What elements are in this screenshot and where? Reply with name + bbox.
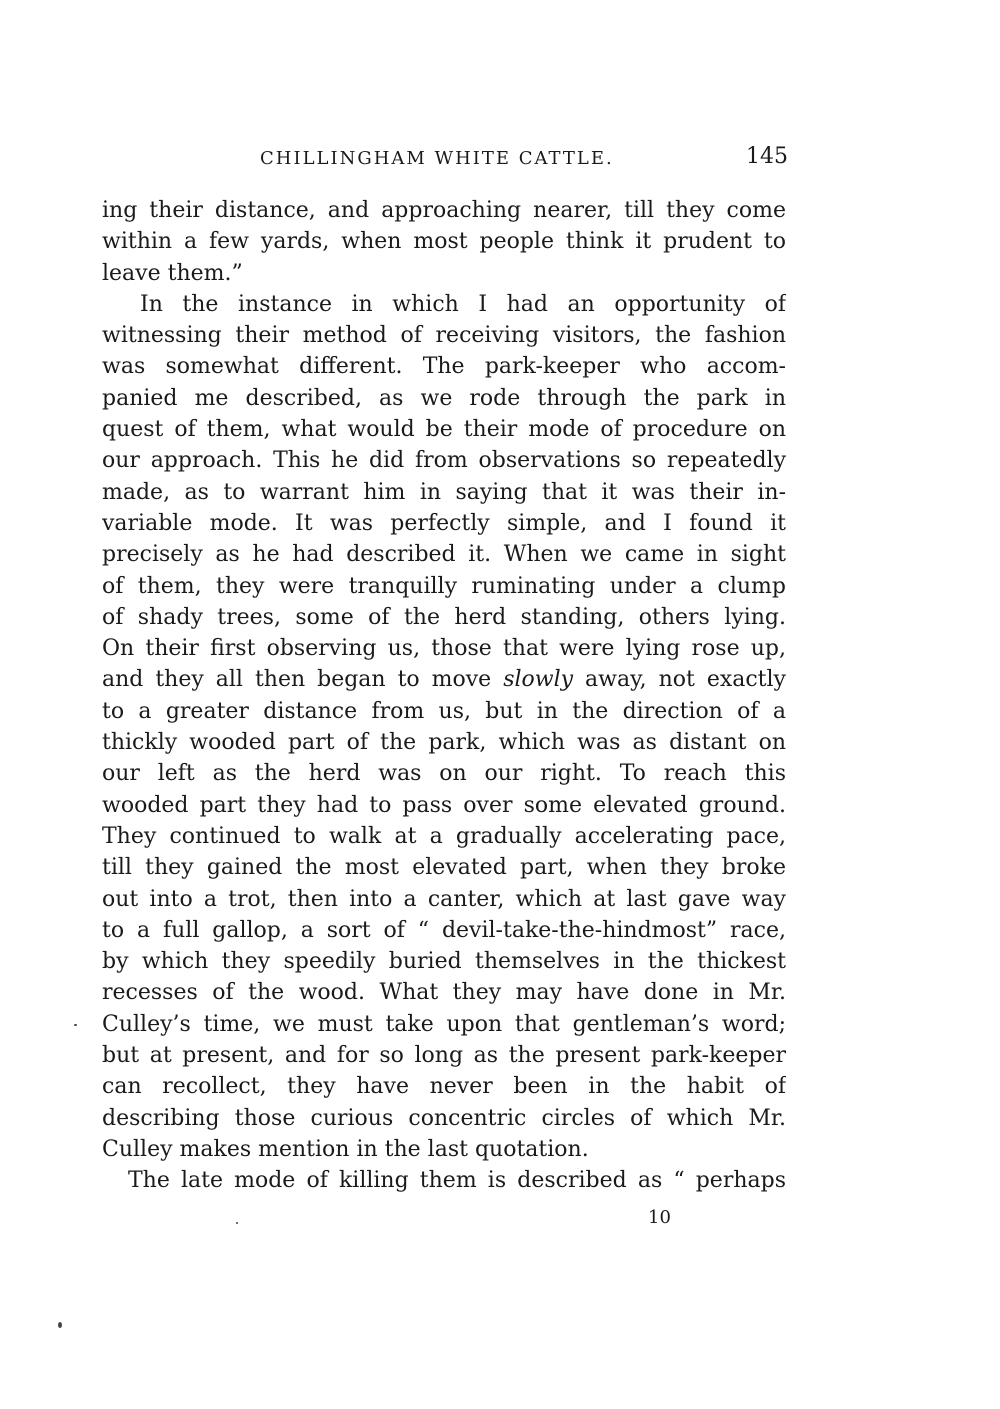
text-line-2: within a few yards, when most people think it prudent to [102, 229, 786, 255]
text-line-32: The late mode of killing them is described as “ perhaps [128, 1168, 786, 1194]
text-line-17: to a greater distance from us, but in the direction of a [102, 698, 786, 724]
text-line-20: wooded part they had to pass over some elevated ground. [102, 792, 786, 818]
text-line-26: recesses of the wood. What they may have done in Mr. [102, 980, 786, 1006]
text-line-4: In the instance in which I had an opportunity of [140, 291, 786, 317]
body-text [102, 195, 786, 1197]
text-line-22: till they gained the most elevated part, when they broke [102, 855, 786, 881]
text-line-7: panied me described, as we rode through the park in [102, 385, 786, 411]
text-line-10: made, as to warrant him in saying that it was their in- [102, 479, 786, 505]
text-line-16-start: and they all then began to move [102, 667, 492, 693]
text-line-24: to a full gallop, a sort of “ devil-take-the-hindmost” race, [102, 917, 786, 943]
text-line-31: Culley makes mention in the last quotation. [102, 1136, 589, 1162]
text-line-29: can recollect, they have never been in the habit of [102, 1074, 786, 1100]
text-line-6: was somewhat different. The park-keeper who accom- [102, 354, 786, 380]
text-line-25: by which they speedily buried themselves in the thickest [102, 949, 786, 975]
text-line-5: witnessing their method of receiving visitors, the fashion [102, 323, 786, 349]
scan-speck [74, 1024, 77, 1026]
text-line-21: They continued to walk at a gradually accelerating pace, [102, 823, 786, 849]
text-line-15: On their first observing us, those that were lying rose up, [102, 636, 786, 662]
text-line-27: Culley’s time, we must take upon that gentleman’s word; [102, 1011, 786, 1037]
italic-word: slowly [503, 667, 574, 693]
signature-mark: 10 [648, 1207, 671, 1228]
text-line-12: precisely as he had described it. When we came in sight [102, 542, 786, 568]
text-line-8: quest of them, what would be their mode of procedure on [102, 417, 786, 443]
text-line-30: describing those curious concentric circles of which Mr. [102, 1105, 786, 1131]
scan-speck [58, 1322, 62, 1328]
text-line-16-end: away, not exactly [585, 667, 786, 693]
page-number: 145 [746, 144, 788, 169]
text-line-19: our left as the herd was on our right. To reach this [102, 761, 786, 787]
text-line-16 [102, 664, 786, 695]
text-line-3: leave them.” [102, 260, 243, 286]
text-line-18: thickly wooded part of the park, which was as distant on [102, 730, 786, 756]
text-line-28: but at present, and for so long as the present park-keeper [102, 1043, 786, 1069]
running-title: CHILLINGHAM WHITE CATTLE. [260, 148, 614, 169]
text-line-14: of shady trees, some of the herd standing, others lying. [102, 604, 786, 630]
text-line-11: variable mode. It was perfectly simple, and I found it [102, 510, 786, 536]
text-line-13: of them, they were tranquilly ruminating under a clump [102, 573, 786, 599]
running-head [104, 146, 788, 176]
text-line-9: our approach. This he did from observations so repeatedly [102, 448, 786, 474]
text-line-23: out into a trot, then into a canter, which at last gave way [102, 886, 786, 912]
scan-speck [236, 1222, 238, 1224]
text-line-1: ing their distance, and approaching nearer, till they come [102, 198, 786, 223]
